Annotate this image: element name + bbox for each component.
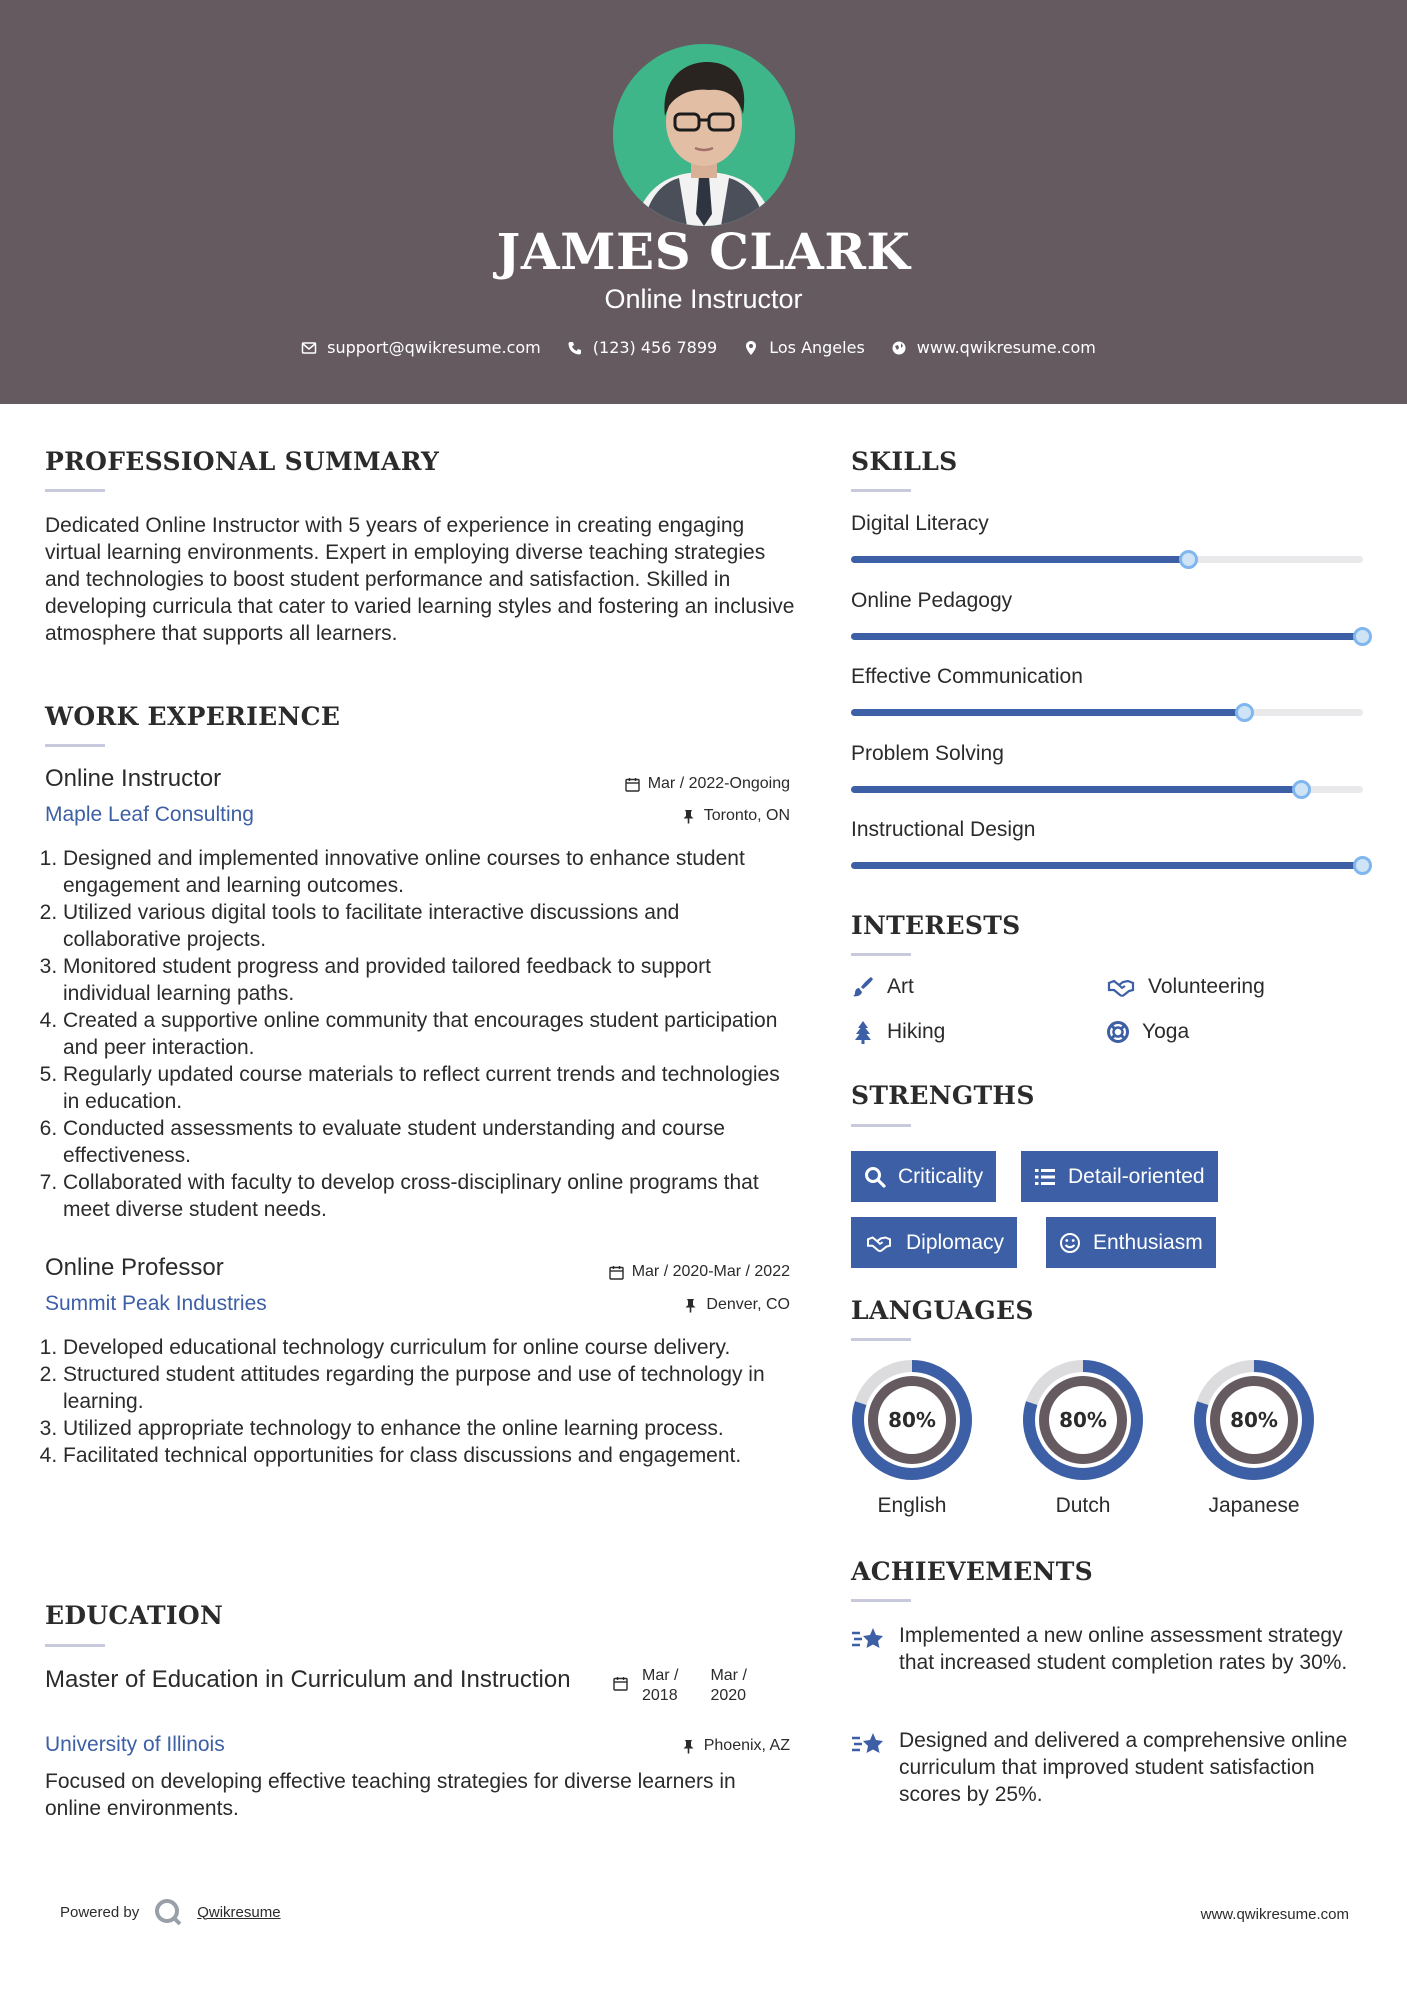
duty-item: 3. Utilized appropriate technology to enhance the online learning process.	[63, 1415, 765, 1442]
language-gauge	[1192, 1358, 1316, 1482]
interest-art	[851, 975, 914, 999]
interest-label: Hiking	[887, 1020, 946, 1043]
interest-label: Art	[887, 975, 914, 998]
handshake-icon	[1106, 975, 1136, 999]
contact-website-text: www.qwikresume.com	[916, 338, 1096, 357]
skill-bar-track	[851, 709, 1363, 716]
skill-name: Digital Literacy	[851, 512, 989, 535]
qwikresume-logo-icon	[153, 1897, 183, 1927]
language-name: Dutch	[1055, 1494, 1111, 1517]
education-description: Focused on developing effective teaching strategies for diverse learners in online environments.	[45, 1770, 736, 1820]
duty-item: 4. Facilitated technical opportunities for class discussions and engagement.	[63, 1442, 765, 1469]
interest-hiking	[851, 1020, 945, 1044]
skill-name: Instructional Design	[851, 818, 1036, 841]
language-item	[1021, 1358, 1145, 1518]
job-location	[681, 807, 790, 825]
languages-heading-rule	[851, 1338, 911, 1341]
strength-label: Enthusiasm	[1093, 1230, 1203, 1254]
summary-heading-rule	[45, 489, 105, 492]
skill-bar-fill	[851, 709, 1245, 716]
skill-name: Online Pedagogy	[851, 588, 1013, 612]
achievements-heading-rule	[851, 1599, 911, 1602]
contact-phone-text: (123) 456 7899	[592, 338, 718, 357]
smile-icon	[1059, 1232, 1081, 1254]
language-name: English	[877, 1494, 947, 1517]
pushpin-icon	[681, 1739, 696, 1754]
degree-title: Master of Education in Curriculum and Instruction	[45, 1666, 571, 1693]
language-gauge	[850, 1358, 974, 1482]
calendar-icon	[613, 1676, 628, 1691]
interests-heading: INTERESTS	[851, 911, 1021, 940]
skill-bar-knob	[1353, 627, 1372, 646]
achievements-heading: ACHIEVEMENTS	[851, 1557, 1093, 1586]
education-heading-rule	[45, 1644, 105, 1647]
summary-text: Dedicated Online Instructor with 5 years of experience in creating engaging virtual learning environments. Expert in employing diverse teaching strategies and technologies to boost student performance and satisfaction. Skilled in developing curricula that cater to varied learning styles and fostering an inclusive atmosphere that supports all learners.	[45, 514, 795, 645]
duty-item: 2. Utilized various digital tools to facilitate interactive discussions and collaborative projects.	[63, 899, 785, 953]
strength-tag-criticality	[851, 1151, 996, 1202]
contact-website[interactable]	[891, 338, 1096, 357]
handshake-icon	[864, 1232, 894, 1254]
interest-yoga	[1106, 1020, 1189, 1044]
education-heading: EDUCATION	[45, 1601, 224, 1630]
achievement-item	[851, 1622, 1371, 1676]
strength-label: Criticality	[898, 1164, 984, 1188]
strength-tag-detail-oriented	[1021, 1151, 1218, 1202]
shooting-star-icon	[851, 1729, 885, 1759]
contact-bar	[0, 338, 1407, 357]
calendar-icon	[609, 1265, 624, 1280]
skill-bar-knob	[1292, 780, 1311, 799]
skills-heading: SKILLS	[851, 447, 958, 476]
skill-bar-fill	[851, 786, 1302, 793]
language-item	[1192, 1358, 1316, 1518]
candidate-role: Online Instructor	[604, 284, 803, 314]
strength-label: Diplomacy	[906, 1230, 1005, 1254]
work-heading-rule	[45, 744, 105, 747]
skill-bar-fill	[851, 862, 1363, 869]
skill-item	[851, 818, 1363, 869]
resume-header	[0, 0, 1407, 404]
job-title: Online Instructor	[45, 765, 222, 792]
contact-phone[interactable]	[567, 338, 717, 357]
language-percent: 80%	[1230, 1408, 1278, 1432]
skill-bar-track	[851, 633, 1363, 640]
education-start-line2: 2018	[642, 1687, 678, 1704]
education-start-date	[642, 1666, 678, 1706]
job-duties	[45, 1334, 765, 1469]
pushpin-icon	[681, 809, 696, 824]
paintbrush-icon	[851, 975, 875, 999]
education-start-line1: Mar /	[642, 1667, 679, 1684]
education-dates	[613, 1666, 747, 1706]
work-heading: WORK EXPERIENCE	[45, 702, 341, 731]
duty-item: 5. Regularly updated course materials to reflect current trends and technologies in education.	[63, 1061, 785, 1115]
job-title: Online Professor	[45, 1254, 224, 1281]
achievement-text: Implemented a new online assessment strategy that increased student completion rates by 30%.	[899, 1624, 1348, 1674]
job-date-text: Mar / 2020-Mar / 2022	[631, 1263, 790, 1280]
achievement-item	[851, 1727, 1371, 1808]
education-location	[681, 1737, 790, 1755]
duty-item: 1. Developed educational technology curriculum for online course delivery.	[63, 1334, 765, 1361]
lifering-icon	[1106, 1020, 1130, 1044]
calendar-icon	[625, 777, 640, 792]
phone-icon	[567, 340, 583, 356]
duty-item: 7. Collaborated with faculty to develop cross-disciplinary online programs that meet diverse student needs.	[63, 1169, 785, 1223]
education-end-line2: 2020	[710, 1687, 747, 1704]
strengths-heading: STRENGTHS	[851, 1081, 1035, 1110]
school-name: University of Illinois	[45, 1733, 225, 1756]
education-end-line1: Mar /	[710, 1667, 747, 1684]
skill-bar-knob	[1179, 550, 1198, 569]
skill-item	[851, 589, 1363, 640]
contact-location	[743, 338, 865, 357]
skill-name: Effective Communication	[851, 665, 1083, 688]
language-percent: 80%	[1059, 1408, 1107, 1432]
skill-bar-track	[851, 862, 1363, 869]
contact-location-text: Los Angeles	[769, 338, 865, 357]
footer-website[interactable]: www.qwikresume.com	[1200, 1906, 1349, 1923]
language-percent: 80%	[888, 1408, 936, 1432]
duty-item: 3. Monitored student progress and provided tailored feedback to support individual learning paths.	[63, 953, 785, 1007]
skill-item	[851, 512, 1363, 563]
candidate-name: JAMES CLARK	[496, 222, 911, 281]
interest-label: Volunteering	[1148, 975, 1265, 998]
skill-bar-track	[851, 556, 1363, 563]
skill-item	[851, 742, 1363, 793]
duty-item: 6. Conducted assessments to evaluate student understanding and course effectiveness.	[63, 1115, 785, 1169]
achievement-text: Designed and delivered a comprehensive online curriculum that improved student satisfaction scores by 25%.	[899, 1729, 1348, 1806]
interests-heading-rule	[851, 953, 911, 956]
duty-item: 4. Created a supportive online community that encourages student participation and peer interaction.	[63, 1007, 785, 1061]
job-company: Maple Leaf Consulting	[45, 803, 254, 826]
powered-by-text: Powered by	[60, 1903, 140, 1921]
map-pin-icon	[743, 340, 759, 356]
list-icon	[1034, 1166, 1056, 1188]
job-location-text: Toronto, ON	[703, 807, 790, 824]
skill-bar-track	[851, 786, 1363, 793]
footer-powered-by	[60, 1897, 281, 1927]
strength-label: Detail-oriented	[1068, 1164, 1205, 1188]
summary-heading: PROFESSIONAL SUMMARY	[45, 447, 440, 476]
job-duties	[45, 845, 785, 1223]
shooting-star-icon	[851, 1624, 885, 1654]
contact-email-text: support@qwikresume.com	[327, 338, 541, 357]
language-name: Japanese	[1208, 1494, 1300, 1517]
language-item	[850, 1358, 974, 1518]
duty-item: 1. Designed and implemented innovative online courses to enhance student engagement and learning outcomes.	[63, 845, 785, 899]
job-company: Summit Peak Industries	[45, 1292, 267, 1315]
search-icon	[864, 1166, 886, 1188]
job-date-text: Mar / 2022-Ongoing	[647, 775, 790, 792]
contact-email[interactable]	[301, 338, 541, 357]
job-location	[683, 1296, 790, 1314]
skill-bar-fill	[851, 633, 1363, 640]
skills-heading-rule	[851, 489, 911, 492]
tree-icon	[851, 1020, 875, 1044]
envelope-icon	[301, 340, 317, 356]
skill-bar-fill	[851, 556, 1189, 563]
job-location-text: Denver, CO	[706, 1296, 790, 1313]
strength-tag-enthusiasm	[1046, 1217, 1216, 1268]
education-location-text: Phoenix, AZ	[703, 1737, 790, 1754]
skill-item	[851, 665, 1363, 716]
interest-label: Yoga	[1142, 1020, 1190, 1043]
language-gauge	[1021, 1358, 1145, 1482]
languages-heading: LANGUAGES	[851, 1296, 1034, 1325]
education-end-date	[710, 1666, 746, 1706]
globe-icon	[891, 340, 907, 356]
strengths-heading-rule	[851, 1124, 911, 1127]
interest-volunteering	[1106, 975, 1265, 999]
pushpin-icon	[683, 1298, 698, 1313]
job-date	[609, 1263, 790, 1281]
skill-name: Problem Solving	[851, 741, 1004, 765]
duty-item: 2. Structured student attitudes regarding the purpose and use of technology in learning.	[63, 1361, 765, 1415]
brand-link[interactable]: Qwikresume	[197, 1903, 281, 1921]
profile-photo	[613, 44, 795, 226]
strength-tag-diplomacy	[851, 1217, 1017, 1268]
job-date	[625, 775, 790, 793]
skill-bar-knob	[1353, 856, 1372, 875]
skill-bar-knob	[1235, 703, 1254, 722]
